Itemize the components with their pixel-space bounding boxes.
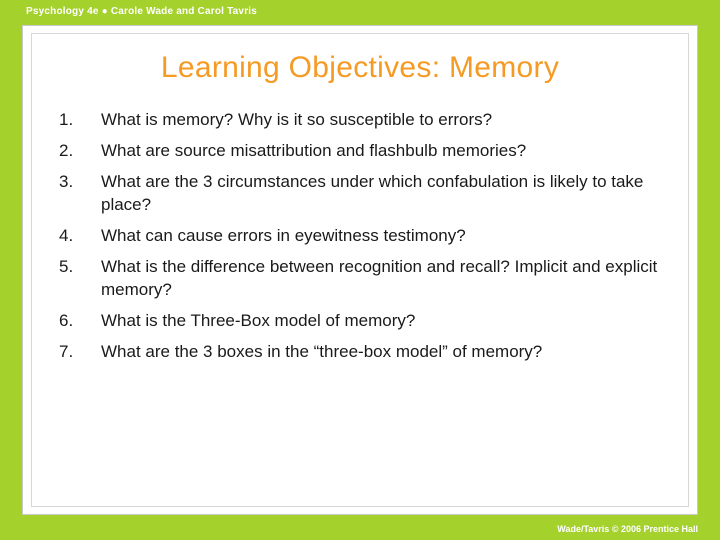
- list-item: [59, 224, 667, 247]
- slide-header-bar: [0, 0, 720, 22]
- list-item-number: 7.: [59, 342, 74, 361]
- list-item-number: 2.: [59, 141, 74, 160]
- list-item-text: What is the difference between recognition and recall? Implicit and explicit memory?: [101, 257, 658, 299]
- list-item-number: 4.: [59, 226, 74, 245]
- list-item: [59, 170, 667, 216]
- list-item-text: What are source misattribution and flashbulb memories?: [101, 141, 527, 160]
- slide-footer-bar: [0, 518, 720, 540]
- list-item-number: 1.: [59, 110, 74, 129]
- list-item-number: 3.: [59, 172, 74, 191]
- list-item: [59, 255, 667, 301]
- list-item: [59, 309, 667, 332]
- list-item: [59, 340, 667, 363]
- list-item-text: What are the 3 boxes in the “three-box model” of memory?: [101, 342, 543, 361]
- list-item-text: What are the 3 circumstances under which confabulation is likely to take place?: [101, 172, 644, 214]
- list-item-text: What is memory? Why is it so susceptible to errors?: [101, 110, 493, 129]
- list-item-number: 5.: [59, 257, 74, 276]
- slide-content-panel: [22, 25, 698, 515]
- list-item-number: 6.: [59, 311, 74, 330]
- list-item: [59, 108, 667, 131]
- copyright-label: Wade/Tavris © 2006 Prentice Hall: [557, 524, 698, 534]
- page-title: Learning Objectives: Memory: [160, 51, 560, 84]
- list-item-text: What is the Three-Box model of memory?: [101, 311, 416, 330]
- list-item: [59, 139, 667, 162]
- course-label: Psychology 4e ● Carole Wade and Carol Tavris: [26, 5, 258, 17]
- learning-objectives-list: [59, 108, 667, 371]
- list-item-text: What can cause errors in eyewitness testimony?: [101, 226, 466, 245]
